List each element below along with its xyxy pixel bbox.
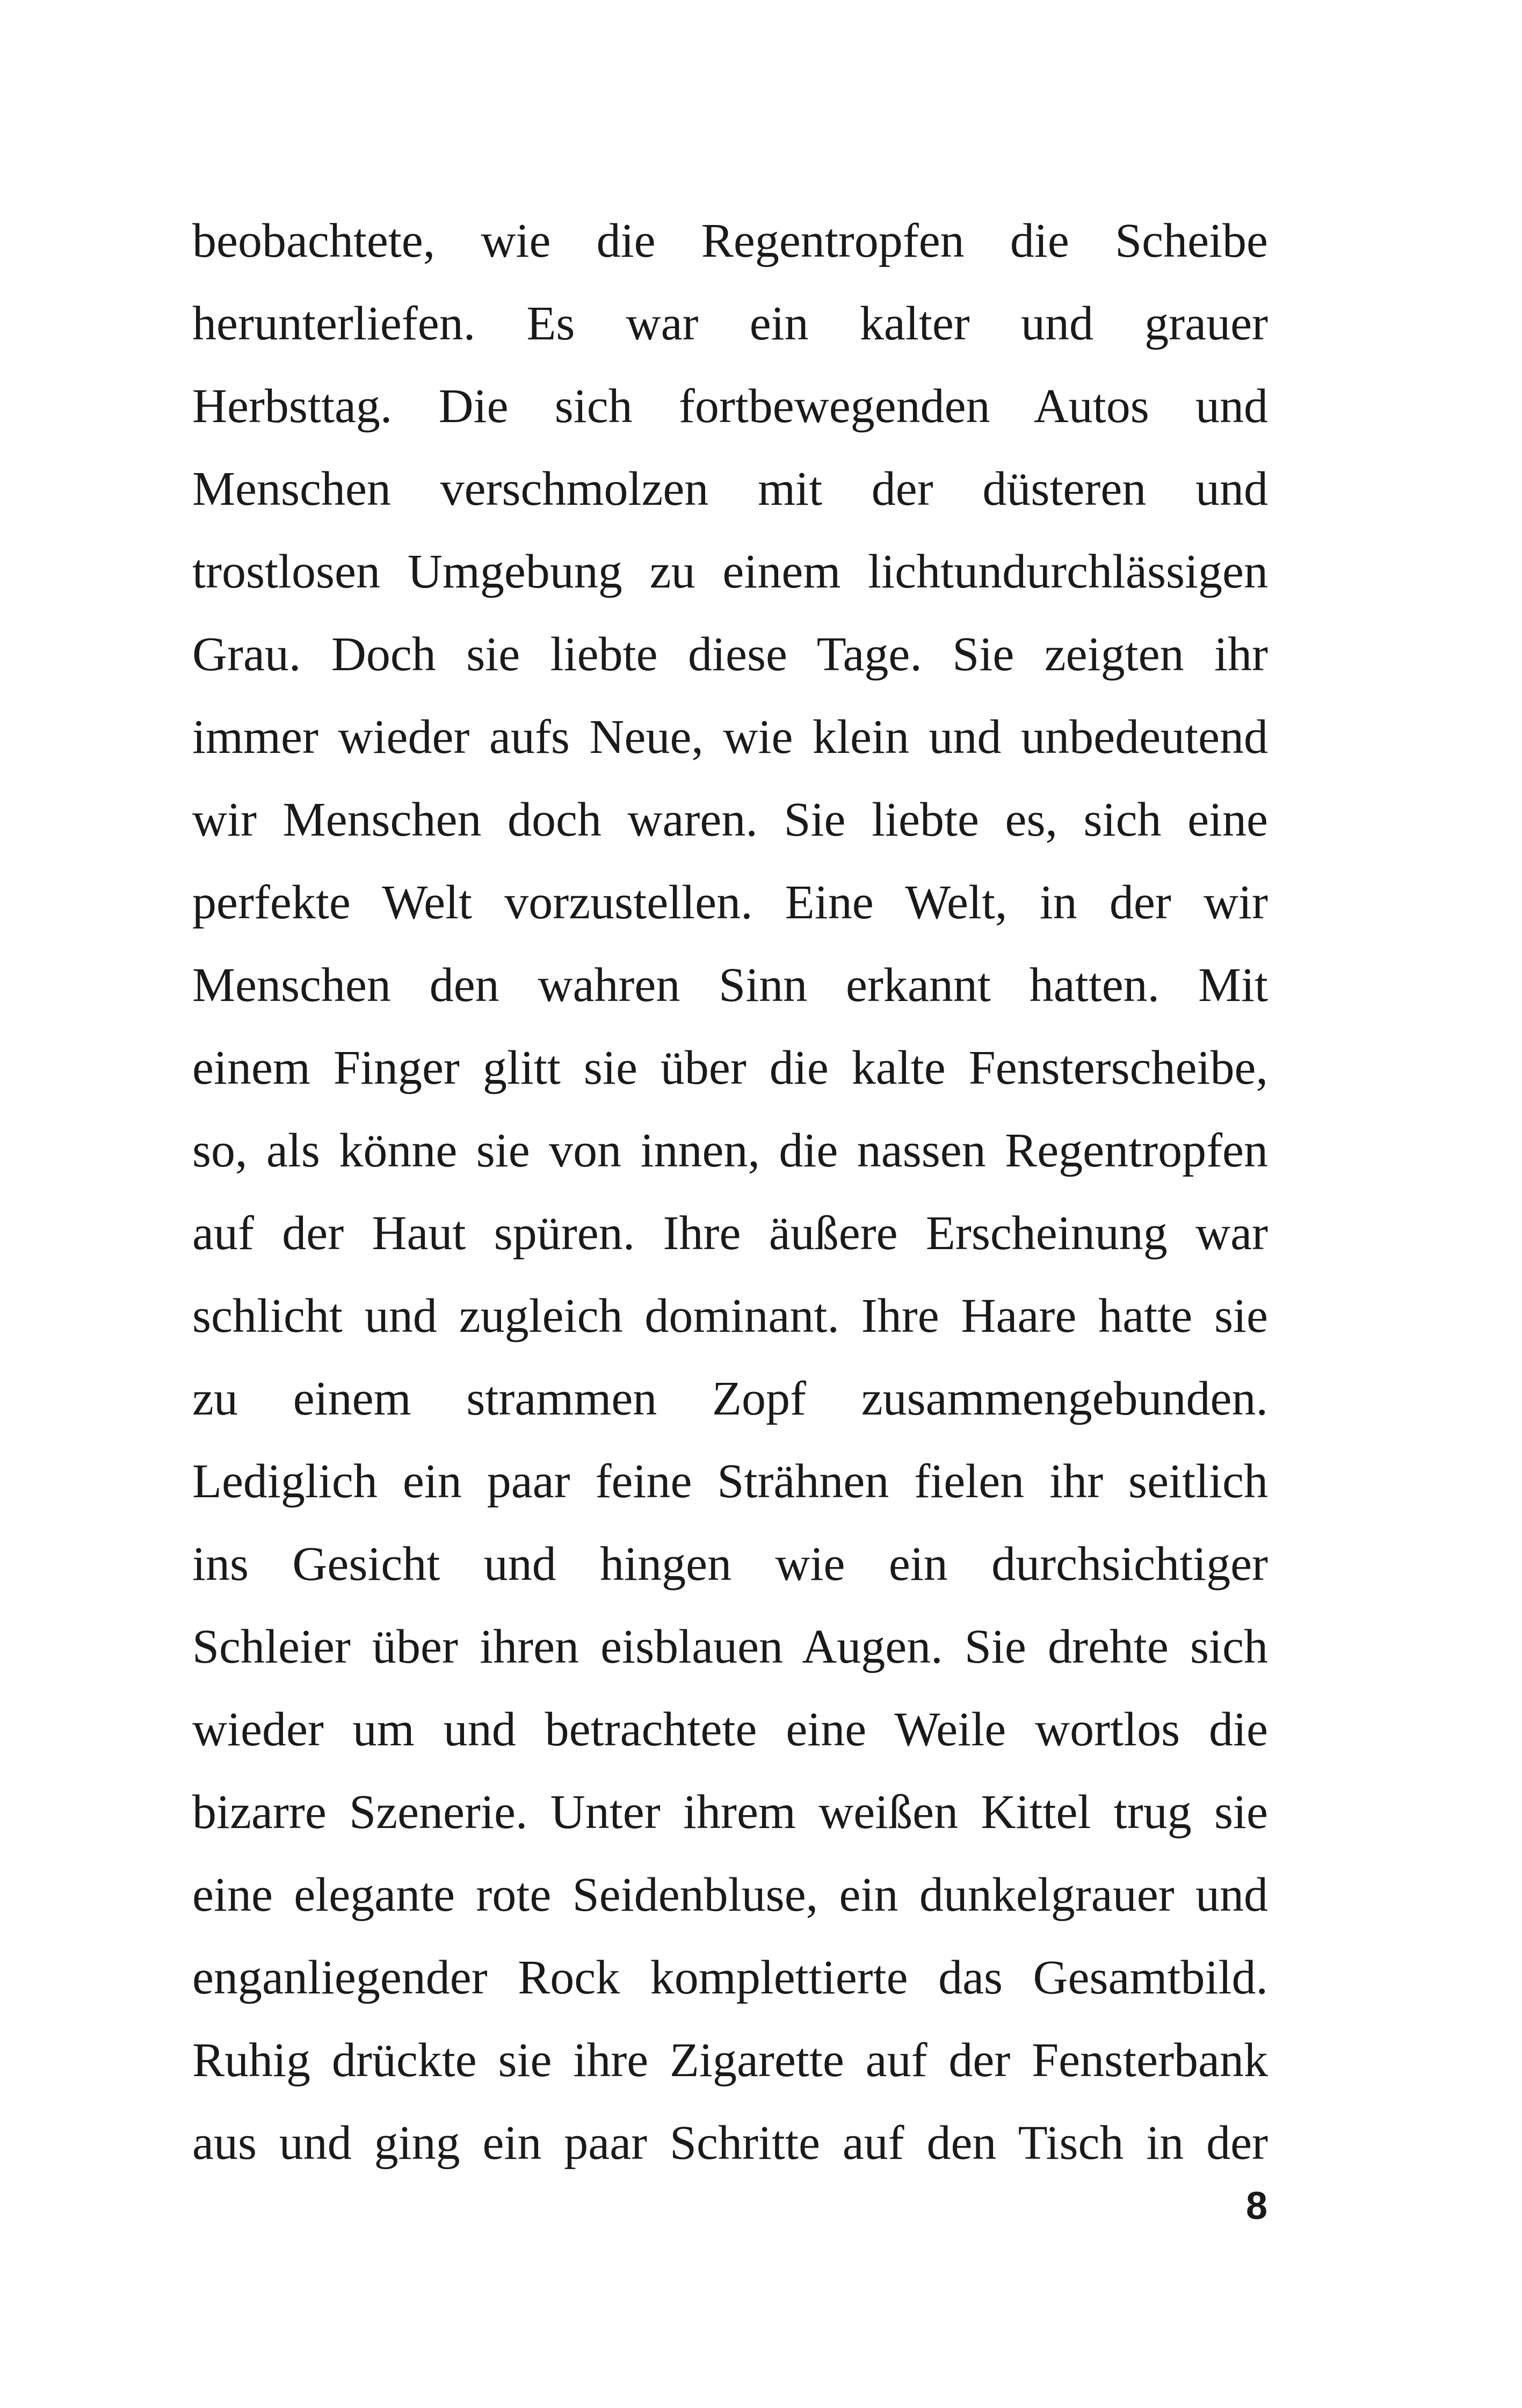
text-line: Menschen verschmolzen mit der düsteren und xyxy=(192,462,1268,516)
text-line: wir Menschen doch waren. Sie liebte es, sich eine xyxy=(192,793,1268,846)
text-line: so, als könne sie von innen, die nassen Regentropfen xyxy=(192,1124,1268,1177)
text-line: herunterliefen. Es war ein kalter und grauer xyxy=(192,297,1268,350)
text-line: trostlosen Umgebung zu einem lichtundurchlässigen xyxy=(192,545,1268,598)
text-line: schlicht und zugleich dominant. Ihre Haare hatte sie xyxy=(192,1289,1268,1343)
page-number: 8 xyxy=(1245,2185,1267,2228)
text-line: perfekte Welt vorzustellen. Eine Welt, in der wir xyxy=(192,876,1268,929)
text-line: zu einem strammen Zopf zusammengebunden. xyxy=(192,1372,1268,1425)
body-text xyxy=(192,200,1268,2185)
text-line: aus und ging ein paar Schritte auf den Tisch in der xyxy=(192,2116,1268,2170)
text-line: einem Finger glitt sie über die kalte Fensterscheibe, xyxy=(192,1041,1268,1094)
text-line: ins Gesicht und hingen wie ein durchsichtiger xyxy=(192,1537,1268,1591)
text-line: Lediglich ein paar feine Strähnen fielen ihr seitlich xyxy=(192,1455,1268,1508)
text-line: Menschen den wahren Sinn erkannt hatten. Mit xyxy=(192,959,1268,1012)
text-line: eine elegante rote Seidenbluse, ein dunkelgrauer und xyxy=(192,1868,1268,1921)
text-line: Ruhig drückte sie ihre Zigarette auf der Fensterbank xyxy=(192,2034,1268,2087)
text-line: enganliegender Rock komplettierte das Gesamtbild. xyxy=(192,1951,1268,2004)
text-line: immer wieder aufs Neue, wie klein und unbedeutend xyxy=(192,710,1268,764)
text-line: Herbsttag. Die sich fortbewegenden Autos und xyxy=(192,380,1268,433)
text-line: wieder um und betrachtete eine Weile wortlos die xyxy=(192,1703,1268,1756)
text-line: bizarre Szenerie. Unter ihrem weißen Kittel trug sie xyxy=(192,1786,1268,1839)
text-line: beobachtete, wie die Regentropfen die Scheibe xyxy=(192,214,1268,267)
text-line: Schleier über ihren eisblauen Augen. Sie drehte sich xyxy=(192,1620,1268,1673)
text-line: auf der Haut spüren. Ihre äußere Erscheinung war xyxy=(192,1207,1268,1260)
text-line: Grau. Doch sie liebte diese Tage. Sie zeigten ihr xyxy=(192,628,1268,681)
